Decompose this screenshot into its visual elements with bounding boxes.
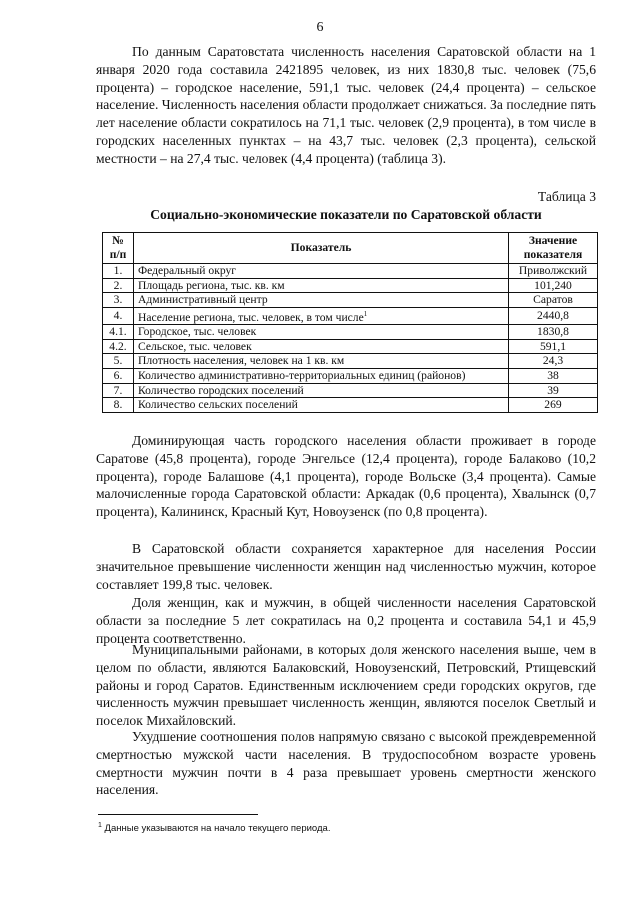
row-value: 2440,8 (509, 307, 598, 324)
table-row (103, 369, 598, 384)
row-value: 1830,8 (509, 325, 598, 340)
paragraph-urban-distribution: Доминирующая часть городского населения области проживает в городе Саратове (45,8 процента), городе Энгельсе (12,4 процента), городе Балаково (10,2 процента), городе Балашове (4,1 процента), городе Вольске (3,4 процента). Самые малочисленные города Саратовской области: Аркадак (0,6 процента), Хвалынск (0,7 процента), Калининск, Красный Кут, Новоузенск (по 0,8 процента). (96, 433, 596, 520)
row-number: 4.2. (103, 339, 134, 354)
row-number: 5. (103, 354, 134, 369)
footnote-reference: 1 (363, 309, 368, 318)
row-indicator: Административный центр (134, 293, 509, 308)
row-number: 3. (103, 293, 134, 308)
row-value: 591,1 (509, 339, 598, 354)
table-row (103, 339, 598, 354)
row-number: 2. (103, 278, 134, 293)
page-number: 6 (316, 20, 324, 35)
table-row (103, 264, 598, 279)
header-num-line1: № (112, 234, 124, 248)
header-indicator: Показатель (134, 233, 509, 264)
row-indicator: Федеральный округ (134, 264, 509, 279)
row-value: 24,3 (509, 354, 598, 369)
row-indicator: Городское, тыс. человек (134, 325, 509, 340)
row-number: 7. (103, 383, 134, 398)
indicators-table (102, 232, 598, 413)
row-value: 38 (509, 369, 598, 384)
table-row (103, 307, 598, 324)
row-value: 269 (509, 398, 598, 413)
row-indicator: Сельское, тыс. человек (134, 339, 509, 354)
header-value (509, 233, 598, 264)
row-number: 1. (103, 264, 134, 279)
table-header-row (103, 233, 598, 264)
row-value: Саратов (509, 293, 598, 308)
row-value: Приволжский (509, 264, 598, 279)
paragraph-population: По данным Саратовстата численность населения Саратовской области на 1 января 2020 года составила 2421895 человек, из них 1830,8 тыс. человек (75,6 процента) – городское население, 591,1 тыс. человек (24,4 процента) – сельское население. Численность населения области продолжает снижаться. За последние пять лет население области сократилось на 71,1 тыс. человек (2,9 процента), в том числе в городских населенных пунктах – на 43,7 тыс. человек (2,3 процента), сельской местности – на 27,4 тыс. человек (4,4 процента) (таблица 3). (96, 44, 596, 166)
paragraph-municipal-districts: Муниципальными районами, в которых доля женского населения выше, чем в целом по области, являются Балаковский, Новоузенский, Петровский, Ртищевский районы и город Саратов. Единственным исключением среди городских округов, где численность мужчин превышает численность женщин, являются поселок Светлый и поселок Михайловский. (96, 642, 596, 729)
table-row (103, 383, 598, 398)
row-number: 4.1. (103, 325, 134, 340)
table-caption: Таблица 3 (537, 189, 596, 204)
header-value-line2: показателя (523, 248, 583, 261)
row-indicator: Количество городских поселений (134, 383, 509, 398)
row-number: 4. (103, 307, 134, 324)
table-row (103, 398, 598, 413)
table-row (103, 354, 598, 369)
table-title: Социально-экономические показатели по Саратовской области (150, 207, 542, 222)
paragraph-mortality: Ухудшение соотношения полов напрямую связано с высокой преждевременной смертностью мужской части населения. В трудоспособном возрасте уровень смертности мужчин почти в 4 раза превышает уровень смертности женского населения. (96, 729, 596, 798)
row-indicator-with-note (134, 307, 509, 324)
table-row (103, 293, 598, 308)
row-number: 6. (103, 369, 134, 384)
footnote (98, 822, 330, 834)
row-indicator: Количество административно-территориальных единиц (районов) (134, 369, 509, 384)
footnote-text: Данные указываются на начало текущего периода. (104, 823, 331, 835)
footnote-mark: 1 (98, 822, 102, 829)
row-value: 101,240 (509, 278, 598, 293)
row-indicator: Количество сельских поселений (134, 398, 509, 413)
row-number: 8. (103, 398, 134, 413)
paragraph-gender-gap: В Саратовской области сохраняется характерное для населения России значительное превышение численности женщин над численностью мужчин, которое составляет 199,8 тыс. человек. (96, 541, 596, 592)
row-indicator: Площадь региона, тыс. кв. км (134, 278, 509, 293)
header-num-line2: п/п (109, 248, 127, 261)
footnote-separator (98, 814, 258, 815)
header-value-line1: Значение (528, 234, 578, 248)
row-value: 39 (509, 383, 598, 398)
header-num (103, 233, 134, 264)
row-indicator: Плотность населения, человек на 1 кв. км (134, 354, 509, 369)
table-row (103, 278, 598, 293)
paragraph-gender-share: Доля женщин, как и мужчин, в общей численности населения Саратовской области за последние 5 лет сократилась на 0,2 процента и составила 54,1 и 45,9 процента соответственно. (96, 595, 596, 646)
row-indicator-text: Население региона, тыс. человек, в том числе (138, 310, 364, 324)
table-row (103, 325, 598, 340)
